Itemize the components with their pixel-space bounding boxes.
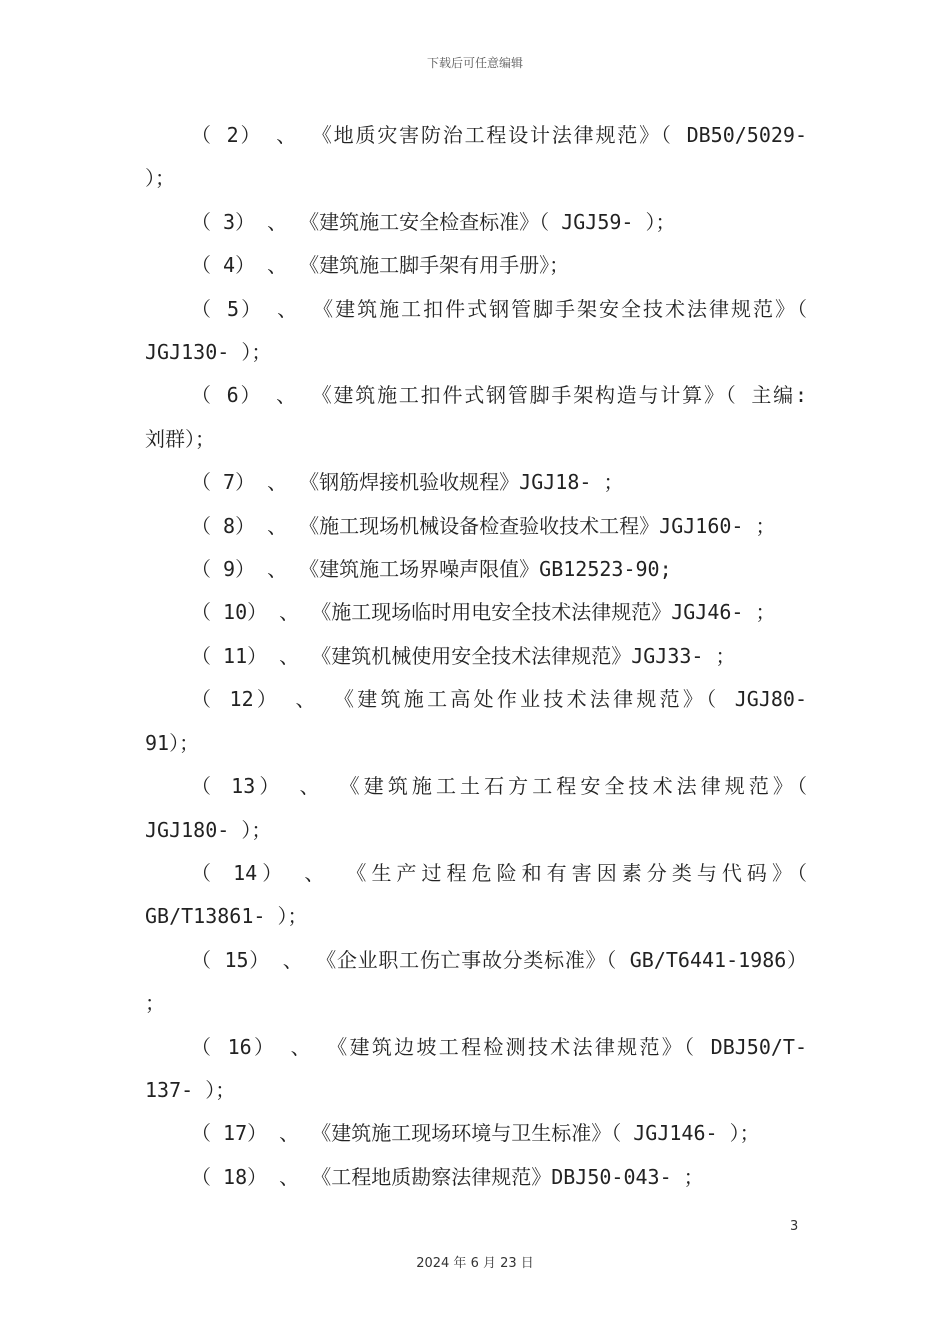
list-item-8 bbox=[145, 505, 807, 548]
list-item-2 bbox=[145, 114, 807, 201]
item-14-line-1: （ 14） 、 《生产过程危险和有害因素分类与代码》（ bbox=[191, 860, 807, 885]
page-header: 下载后可任意编辑 bbox=[426, 56, 523, 70]
item-18-line-1: （ 18） 、 《工程地质勘察法律规范》DBJ50-043- ； bbox=[191, 1164, 704, 1189]
list-item-12 bbox=[145, 678, 807, 765]
list-item-3 bbox=[145, 201, 807, 244]
item-2-line-2: ）； bbox=[145, 166, 175, 191]
item-8-line-1: （ 8） 、 《施工现场机械设备检查验收技术工程》JGJ160- ； bbox=[191, 513, 776, 538]
item-5-line-1: （ 5） 、 《建筑施工扣件式钢管脚手架安全技术法律规范》（ bbox=[191, 296, 807, 321]
item-6-line-1: （ 6） 、 《建筑施工扣件式钢管脚手架构造与计算》（ 主编: bbox=[191, 383, 807, 408]
item-7-line-1: （ 7） 、 《钢筋焊接机验收规程》JGJ18- ； bbox=[191, 470, 624, 495]
item-14-line-2: GB/T13861- ）； bbox=[145, 904, 308, 929]
item-6-line-2: 刘群）； bbox=[145, 426, 215, 451]
list-item-18 bbox=[145, 1156, 807, 1199]
item-10-line-1: （ 10） 、 《施工现场临时用电安全技术法律规范》JGJ46- ； bbox=[191, 600, 776, 625]
item-2-line-1: （ 2） 、 《地质灾害防治工程设计法律规范》（ DB50/5029- bbox=[191, 123, 807, 147]
page-number: 3 bbox=[790, 1219, 799, 1234]
item-12-line-1: （ 12） 、 《建筑施工高处作业技术法律规范》（ JGJ80- bbox=[191, 687, 807, 712]
item-16-line-1: （ 16） 、 《建筑边坡工程检测技术法律规范》（ DBJ50/T- bbox=[191, 1034, 807, 1059]
item-4-line-1: （ 4） 、 《建筑施工脚手架有用手册》； bbox=[191, 253, 570, 278]
list-item-17 bbox=[145, 1112, 807, 1155]
list-item-5 bbox=[145, 288, 807, 375]
list-item-16 bbox=[145, 1026, 807, 1113]
item-3-line-1: （ 3） 、 《建筑施工安全检查标准》（ JGJ59- ）； bbox=[191, 209, 676, 234]
item-13-line-2: JGJ180- ）； bbox=[145, 817, 272, 842]
list-item-15 bbox=[145, 939, 807, 1026]
item-17-line-1: （ 17） 、 《建筑施工现场环境与卫生标准》（ JGJ146- ）； bbox=[191, 1121, 760, 1146]
item-12-line-2: 91）； bbox=[145, 730, 200, 755]
document-body bbox=[145, 114, 807, 1199]
item-11-line-1: （ 11） 、 《建筑机械使用安全技术法律规范》JGJ33- ； bbox=[191, 643, 736, 668]
item-15-line-1: （ 15） 、 《企业职工伤亡事故分类标准》（ GB/T6441-1986） bbox=[191, 947, 807, 972]
list-item-11 bbox=[145, 635, 807, 678]
item-15-line-2: ； bbox=[145, 991, 165, 1016]
list-item-10 bbox=[145, 591, 807, 634]
item-5-line-2: JGJ130- ）； bbox=[145, 340, 272, 365]
list-item-7 bbox=[145, 461, 807, 504]
list-item-4 bbox=[145, 244, 807, 287]
list-item-6 bbox=[145, 374, 807, 461]
list-item-14 bbox=[145, 852, 807, 939]
item-16-line-2: 137- ）； bbox=[145, 1077, 236, 1102]
list-item-9 bbox=[145, 548, 807, 591]
list-item-13 bbox=[145, 765, 807, 852]
item-9-line-1: （ 9） 、 《建筑施工场界噪声限值》GB12523-90; bbox=[191, 557, 672, 582]
page-footer-date: 2024 年 6 月 23 日 bbox=[416, 1256, 534, 1271]
item-13-line-1: （ 13） 、 《建筑施工土石方工程安全技术法律规范》（ bbox=[191, 774, 807, 799]
